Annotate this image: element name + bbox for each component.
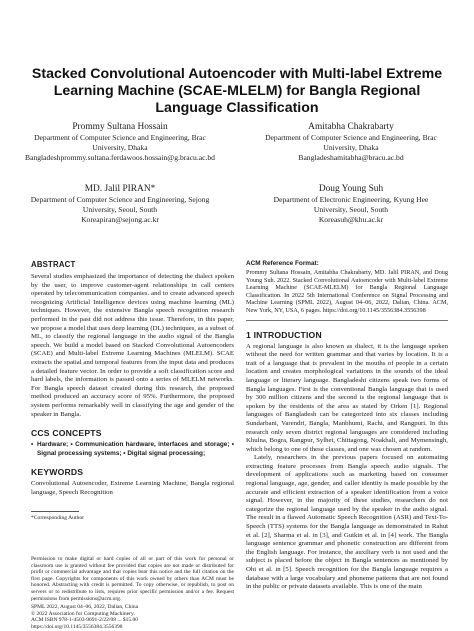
footnote-rule bbox=[31, 511, 79, 512]
abstract-heading: ABSTRACT bbox=[31, 260, 76, 269]
author-block bbox=[248, 121, 454, 163]
author-affiliation: Department of Computer Science and Engineering, Brac bbox=[265, 133, 437, 142]
doi-link[interactable]: https://doi.org/10.1145/3556384.3556398 bbox=[31, 624, 123, 631]
isbn-line: ACM ISBN 978-1-4503-9691-2/22/08 ... $15.00 bbox=[31, 617, 138, 624]
paper-title: Stacked Convolutional Autoencoder with Multi-label Extreme Learning Machine (SCAE-MLELM) for Bangla Regional Language Classification bbox=[31, 66, 443, 116]
keywords-text: Convolutional Autoencoder, Extreme Learning Machine, Bangla regional language, Speech Recognition bbox=[31, 479, 234, 496]
author-name: Amitabha Chakrabarty bbox=[308, 122, 394, 132]
publication-info bbox=[31, 604, 234, 630]
ccs-heading: CCS CONCEPTS bbox=[31, 428, 102, 439]
author-name: Prommy Sultana Hossain bbox=[72, 122, 168, 132]
conference-line: SPML 2022, August 04–06, 2022, Dalian, China bbox=[31, 604, 139, 611]
author-block bbox=[248, 183, 454, 225]
author-affiliation: Department of Electronic Engineering, Kyung Hee bbox=[273, 195, 429, 204]
footnote: *Corresponding Author bbox=[31, 515, 84, 522]
author-email: Koreasuh@khu.ac.kr bbox=[318, 215, 384, 224]
introduction-paragraph: Lately, researchers in the previous papers focused on automating extracting feature processes from Bangla speech audio signals. The development of applications such as marketing based on consumer regional language, age, gender, and caller identity is made possible by the accurate and efficient extraction of a speaker identification from a voice signal. However, in the majority of these studies, researchers do not categorize the regional language used by the speaker in the audio signal. The result in a flawed Automatic Speech Recognition (ASR) and Text-To-Speech (TTS) systems for the Bangla language as demonstrated in Rahut et al. [2], Sharma et al. in [3], and Gutkin et al. in [4] work. The Bangla language sentence grammar and phonetic construction are different from the English language. For instance, the auxiliary verb is not used and the subject is placed before the object in Bangla sentences as mentioned by Ohi et al. in [5]. Speech recognition for the Bangla language requires a database with a large vocabulary and phoneme patterns that are not found in the public or private datasets available. This is one of the main bbox=[246, 454, 448, 591]
author-affiliation: Department of Computer Science and Engineering, Sejong bbox=[30, 195, 210, 204]
abstract-text: Several studies emphasized the importance of detecting the dialect spoken by the user, to improve customer-agent relationships in call centers operated by telecommunication companies. and to create advanced speech recognizing Artificial Intelligence devices using machine learning (ML) techniques. However, the extensive Bangla speech recognition research performed in the past did not address this issue. Therefore, in this paper, we propose a model that uses deep learning (DL) techniques, as a subset of ML, to classify the regional language in the audio signal of the Bangla speech. We build a model based on Stacked Convolutional Autoencoders (SCAE) and Multi-label Extreme Learning Machines (MLELM). SCAE extracts the spatial and temporal features from the input data and produces a detailed feature vector. In order to provide a soft classification score and hard labels, the information is passed onto a series of MLELM networks. For Bangla speech dataset created during this research, the proposed method produced an accuracy score of 95%. Furthermore, the proposed system performs remarkably well in classifying the age and gender of the speaker in Bangla. bbox=[31, 273, 234, 418]
left-column bbox=[31, 260, 234, 631]
section-divider bbox=[246, 320, 448, 321]
author-name: MD. Jalil PIRAN* bbox=[84, 184, 156, 194]
author-email: Bangladeshamitabha@bracu.ac.bd bbox=[298, 153, 404, 162]
right-column bbox=[246, 260, 448, 592]
acm-reference-text: Prommy Sultana Hossain, Amitabha Chakrabarty, MD. Jalil PIRAN, and Doug Young Suh. 2022. Stacked Convolutional Autoencoder with Multi-label Extreme Learning Machine (SCAE-MLELM) for Bangla Regional Language Classification. In 2022 5th International Conference on Signal Processing and Machine Learning (SPML 2022), August 04–06, 2022, Dalian, China. ACM, New York, NY, USA, 6 pages. https://doi.org/10.1145/3556384.3556398 bbox=[246, 269, 448, 314]
keywords-heading: KEYWORDS bbox=[31, 466, 84, 477]
author-affiliation: University, Seoul, South bbox=[313, 205, 389, 214]
acm-reference-heading: ACM Reference Format: bbox=[246, 260, 319, 267]
introduction-paragraph: A regional language is also known as dialect, it is the language spoken without the need for written grammar and that varies by location. It is a trait of a language that is prevalent in the mouths of people in a certain location and creates morphological variations in the sounds of the ideal language or literary language. Bangladeshi citizens speak two forms of Bangla languages. First is the conventional Bangla language that is used by 300 million citizens and the second is the regional language that is spoken by the residents of the area as stated by Orken [1]. Regional languages of Bangladesh can be categorized into six classes including Sundarbani, Varendri, Bangla, Manbhumi, Rachi, and Rangpuri. In this research only seven district regional languages are considered including Khulna, Bogra, Rangpur, Sylhet, Chittagong, Noakhali, and Mymensingh, which belong to one of these classes, and one was chosen at random. bbox=[246, 342, 448, 453]
author-affiliation: Department of Computer Science and Engineering, Brac bbox=[34, 133, 206, 142]
permission-notice: Permission to make digital or hard copies of all or part of this work for personal or classroom use is granted without fee provided that copies are not made or distributed for profit or commercial advantage and that copies bear this notice and the full citation on the first page. Copyrights for components of this work owned by others than ACM must be honored. Abstracting with credit is permitted. To copy otherwise, or republish, to post on servers or to redistribute to lists, requires prior specific permission and/or a fee. Request permissions from permissions@acm.org. bbox=[31, 556, 234, 602]
ccs-item: • Hardware; • Communication hardware, interfaces and storage; • Signal processing systems; • Digital signal processing; bbox=[31, 441, 234, 458]
author-affiliation: University, Dhaka bbox=[92, 143, 148, 152]
author-affiliation: University, Seoul, South bbox=[82, 205, 158, 214]
author-affiliation: University, Dhaka bbox=[323, 143, 379, 152]
ccs-list bbox=[31, 441, 234, 458]
introduction-heading: 1 INTRODUCTION bbox=[246, 329, 322, 340]
copyright-line: © 2022 Association for Computing Machinery. bbox=[31, 610, 135, 617]
author-email: Bangladeshprommy.sultana.ferdawoos.hossain@g.bracu.ac.bd bbox=[25, 153, 215, 162]
author-email: Koreapiran@sejong.ac.kr bbox=[81, 215, 159, 224]
author-block bbox=[20, 121, 220, 163]
author-block bbox=[20, 183, 220, 225]
author-name: Doug Young Suh bbox=[318, 184, 384, 194]
